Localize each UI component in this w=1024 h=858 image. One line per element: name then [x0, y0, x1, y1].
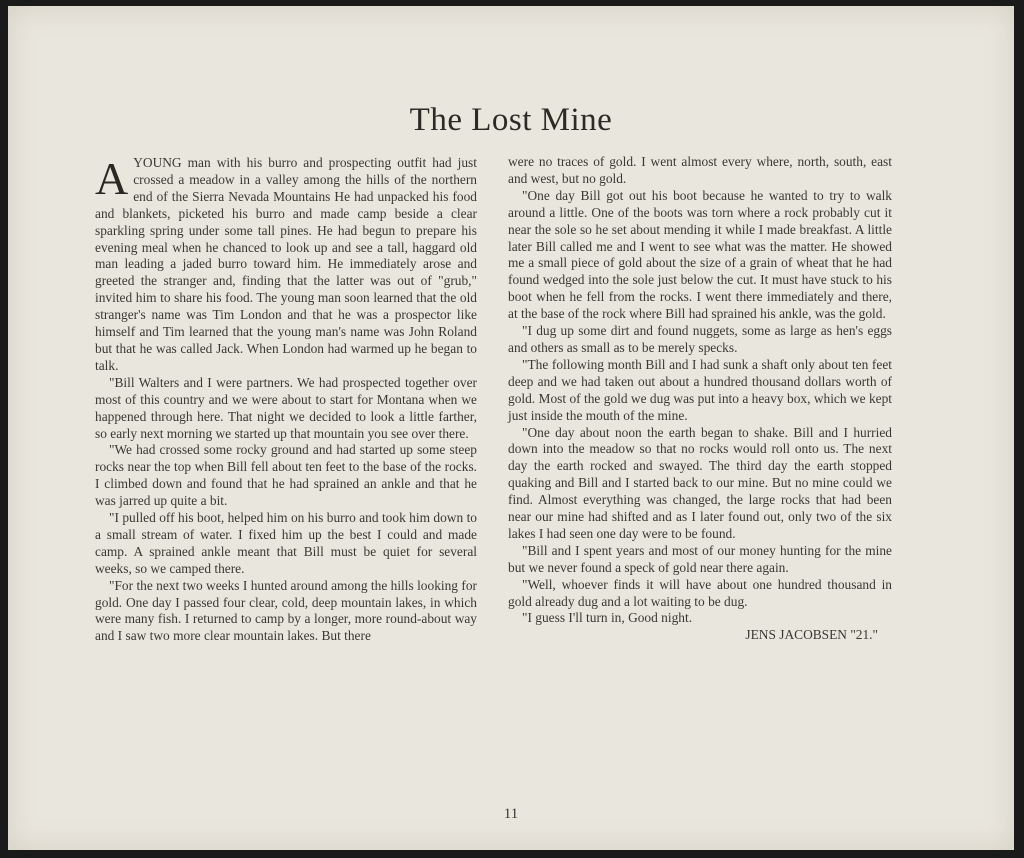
left-column [95, 155, 477, 645]
paragraph: "We had crossed some rocky ground and had started up some steep rocks near the top when Bill fell about ten feet to the base of the rocks. I climbed down and found that he had sprained an ankle and that he was jarred up quite a bit. [95, 442, 477, 509]
paragraph-text: YOUNG man with his burro and prospecting outfit had just crossed a meadow in a valley among the hills of the northern end of the Sierra Nevada Mountains He had unpacked his food and blankets, picketed his burro and made camp beside a clear sparkling spring under some tall pines. He had begun to prepare his evening meal when he chanced to look up and see a tall, haggard old man leading a jaded burro toward him. He immediately arose and greeted the stranger and, finding that the latter was out of "grub," invited him to share his food. The young man soon learned that the old stranger's name was Tim London and that he was a prospector like himself and Tim learned that the young man's name was John Roland but that he was called Jack. When London had warmed up he began to talk. [95, 155, 477, 373]
author-signature: JENS JACOBSEN "21." [745, 627, 878, 643]
article-title: The Lost Mine [409, 102, 613, 138]
paragraph: "One day about noon the earth began to shake. Bill and I hurried down into the meadow so that no rocks would roll onto us. The next day the earth rocked and swayed. The third day the earth stopped quaking and Bill and I started back to our mine. But no mine could we find. Almost everything was changed, the large rocks that had been near our mine had shifted and as I later found out, only two of the six lakes I had seen one day were to be found. [508, 424, 892, 541]
paragraph: "Bill and I spent years and most of our money hunting for the mine but we never found a speck of gold near there again. [508, 542, 892, 575]
right-column [508, 154, 892, 644]
paragraph: "I guess I'll turn in, Good night. [522, 610, 693, 626]
paragraph: "Well, whoever finds it will have about one hundred thousand in gold already dug and a lot waiting to be dug. [508, 576, 892, 609]
paragraph: "Bill Walters and I were partners. We had prospected together over most of this country and we were about to start for Montana when we happened through here. That night we decided to look a little farther, so early next morning we started up that mountain you see over there. [95, 374, 477, 441]
paragraph [95, 155, 477, 375]
paragraph: "The following month Bill and I had sunk a shaft only about ten feet deep and we had taken out about a hundred thousand dollars worth of gold. Most of the gold we dug was put into a heavy box, which we kept just inside the mouth of the mine. [508, 356, 892, 423]
paragraph: "I dug up some dirt and found nuggets, some as large as hen's eggs and others as small as to be merely specks. [508, 323, 892, 355]
page-number: 11 [503, 806, 519, 822]
paragraph: "One day Bill got out his boot because he wanted to try to walk around a little. One of the boots was torn where a rock probably cut it near the sole so he set about mending it while I made breakfast. A little later Bill called me and I went to see what was the matter. He showed me a small piece of gold about the size of a grain of wheat that he had found wedged into the sole just below the cut. It must have stuck to his boot when he fell from the rocks. I went there immediately and there, at the base of the rock where Bill had sprained his ankle, was the gold. [508, 187, 892, 322]
book-page [8, 6, 1014, 850]
paragraph: "For the next two weeks I hunted around among the hills looking for gold. One day I passed four clear, cold, deep mountain lakes, in which were many fish. I returned to camp by a longer, more round-about way and I saw two more clear mountain lakes. But there [95, 577, 477, 644]
drop-cap: A [95, 153, 129, 204]
paragraph: were no traces of gold. I went almost every where, north, south, east and west, but no gold. [508, 154, 892, 186]
paragraph: "I pulled off his boot, helped him on his burro and took him down to a small stream of water. I fixed him up the best I could and made camp. A sprained ankle meant that Bill must be quiet for several weeks, so we camped there. [95, 510, 477, 576]
